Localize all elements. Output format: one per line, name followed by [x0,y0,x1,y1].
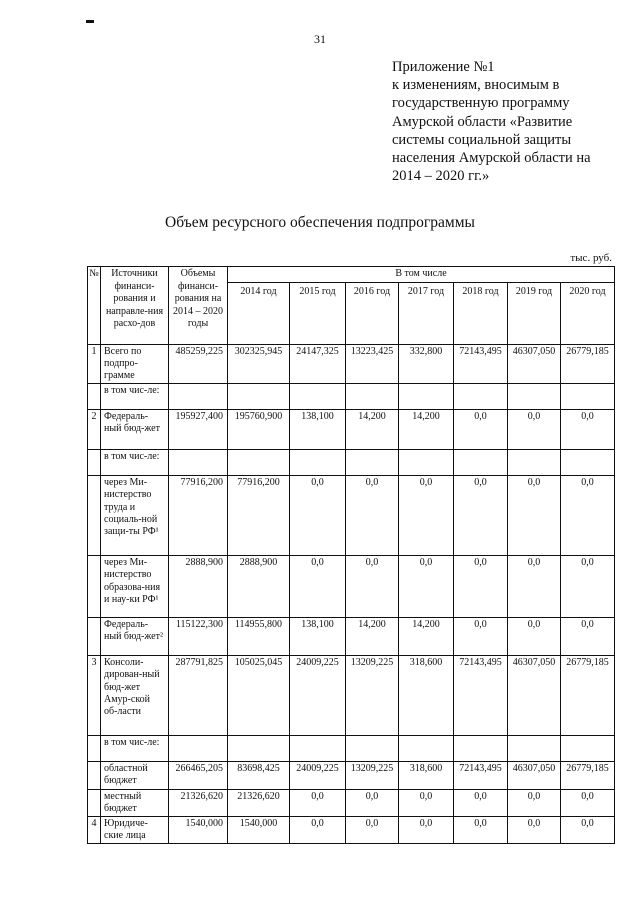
row-year-value: 318,600 [399,656,454,736]
row-number [88,476,101,556]
row-year-value: 0,0 [454,789,508,816]
row-year-value: 0,0 [561,816,615,843]
row-year-value: 0,0 [399,789,454,816]
row-year-value: 114955,800 [228,618,290,656]
row-year-value: 0,0 [346,789,399,816]
header-year: 2017 год [399,282,454,344]
row-total [169,736,228,762]
table-row [88,476,615,556]
header-source: Источники финанси-рования и направле-ния расхо-дов [101,267,169,345]
row-total: 77916,200 [169,476,228,556]
row-year-value: 14,200 [346,410,399,450]
row-number: 1 [88,344,101,384]
row-year-value [454,736,508,762]
row-total: 21326,620 [169,789,228,816]
row-year-value: 0,0 [346,556,399,618]
row-total: 1540,000 [169,816,228,843]
row-label: местный бюджет [101,789,169,816]
row-year-value: 14,200 [399,618,454,656]
row-year-value: 14,200 [399,410,454,450]
row-year-value: 0,0 [561,410,615,450]
appendix-line: системы социальной защиты [392,131,572,148]
appendix-line: населения Амурской области на [392,150,591,167]
row-year-value: 13209,225 [346,656,399,736]
row-year-value [346,736,399,762]
scan-mark [86,20,94,23]
row-year-value: 1540,000 [228,816,290,843]
row-year-value: 0,0 [561,476,615,556]
row-year-value: 138,100 [290,618,346,656]
row-year-value: 318,600 [399,762,454,789]
row-number [88,789,101,816]
row-year-value: 0,0 [454,410,508,450]
row-year-value: 13209,225 [346,762,399,789]
row-year-value: 0,0 [290,816,346,843]
row-year-value: 24147,325 [290,344,346,384]
table-row [88,410,615,450]
appendix-line: 2014 – 2020 гг.» [392,168,490,185]
row-label: Федераль-ный бюд-жет² [101,618,169,656]
row-total: 287791,825 [169,656,228,736]
row-year-value: 0,0 [508,618,561,656]
row-year-value: 0,0 [508,789,561,816]
row-year-value: 0,0 [290,476,346,556]
row-year-value: 0,0 [454,556,508,618]
row-year-value: 72143,495 [454,656,508,736]
header-year: 2018 год [454,282,508,344]
row-year-value: 0,0 [508,476,561,556]
table-row [88,450,615,476]
row-year-value [399,736,454,762]
row-year-value [290,450,346,476]
row-year-value: 0,0 [346,476,399,556]
row-year-value: 0,0 [508,410,561,450]
row-total: 485259,225 [169,344,228,384]
row-label: Федераль-ный бюд-жет [101,410,169,450]
row-year-value: 26779,185 [561,656,615,736]
row-number [88,556,101,618]
row-label: Всего по подпро-грамме [101,344,169,384]
row-year-value: 46307,050 [508,762,561,789]
row-number [88,450,101,476]
row-year-value [228,384,290,410]
header-volume: Объемы финанси-рования на 2014 – 2020 годы [169,267,228,345]
resource-table [87,266,615,844]
row-year-value [561,736,615,762]
row-year-value: 0,0 [454,476,508,556]
row-label: через Ми-нистерство образова-ния и нау-ки РФ¹ [101,556,169,618]
row-number: 4 [88,816,101,843]
header-year: 2015 год [290,282,346,344]
row-year-value: 14,200 [346,618,399,656]
table-row [88,656,615,736]
row-year-value: 138,100 [290,410,346,450]
row-label: через Ми-нистерство труда и социаль-ной защи-ты РФ¹ [101,476,169,556]
row-year-value: 0,0 [454,618,508,656]
row-label: Консоли-дирован-ный бюд-жет Амур-ской об-ласти [101,656,169,736]
row-number [88,384,101,410]
row-number [88,736,101,762]
row-year-value: 0,0 [508,816,561,843]
row-year-value: 72143,495 [454,762,508,789]
row-year-value: 0,0 [399,816,454,843]
row-year-value: 26779,185 [561,762,615,789]
page-number: 31 [314,32,326,46]
table-row [88,344,615,384]
document-title: Объем ресурсного обеспечения подпрограммы [165,214,475,231]
row-year-value: 0,0 [454,816,508,843]
row-number [88,618,101,656]
appendix-line: Амурской области «Развитие [392,113,573,130]
row-total [169,384,228,410]
table-row [88,816,615,843]
row-year-value [561,450,615,476]
row-total: 115122,300 [169,618,228,656]
header-year: 2019 год [508,282,561,344]
row-total: 2888,900 [169,556,228,618]
row-year-value: 83698,425 [228,762,290,789]
table-row [88,384,615,410]
appendix-line: государственную программу [392,95,570,112]
row-number [88,762,101,789]
row-year-value: 46307,050 [508,344,561,384]
row-label: в том чис-ле: [101,736,169,762]
table-row [88,762,615,789]
row-total [169,450,228,476]
row-year-value: 0,0 [290,556,346,618]
header-year: 2016 год [346,282,399,344]
row-year-value [228,450,290,476]
row-label: Юридиче-ские лица [101,816,169,843]
row-year-value: 0,0 [561,618,615,656]
units-label: тыс. руб. [570,252,612,264]
row-year-value [346,384,399,410]
appendix-block [392,58,622,185]
row-year-value: 46307,050 [508,656,561,736]
row-year-value: 77916,200 [228,476,290,556]
row-year-value [290,736,346,762]
row-year-value: 105025,045 [228,656,290,736]
appendix-line: к изменениям, вносимым в [392,77,560,94]
row-total: 195927,400 [169,410,228,450]
row-year-value: 0,0 [399,476,454,556]
row-year-value [346,450,399,476]
row-year-value [508,450,561,476]
row-year-value [228,736,290,762]
table-row [88,556,615,618]
row-year-value: 21326,620 [228,789,290,816]
row-number: 3 [88,656,101,736]
table-row [88,789,615,816]
row-year-value [399,384,454,410]
row-year-value: 26779,185 [561,344,615,384]
header-including: В том числе [228,267,615,283]
row-year-value [399,450,454,476]
appendix-line: Приложение №1 [392,59,495,75]
table-row [88,618,615,656]
row-year-value: 13223,425 [346,344,399,384]
row-year-value: 0,0 [346,816,399,843]
row-year-value: 195760,900 [228,410,290,450]
row-year-value: 72143,495 [454,344,508,384]
row-year-value: 0,0 [561,556,615,618]
row-label: в том чис-ле: [101,384,169,410]
row-label: в том чис-ле: [101,450,169,476]
row-year-value: 24009,225 [290,762,346,789]
row-year-value: 0,0 [399,556,454,618]
row-year-value: 0,0 [508,556,561,618]
row-year-value: 302325,945 [228,344,290,384]
table-row [88,736,615,762]
row-year-value [508,736,561,762]
row-year-value: 332,800 [399,344,454,384]
row-total: 266465,205 [169,762,228,789]
row-year-value [454,450,508,476]
row-year-value [454,384,508,410]
header-year: 2014 год [228,282,290,344]
row-number: 2 [88,410,101,450]
header-num: № [88,267,101,345]
row-year-value [290,384,346,410]
row-year-value: 0,0 [561,789,615,816]
row-year-value: 2888,900 [228,556,290,618]
row-label: областной бюджет [101,762,169,789]
row-year-value: 0,0 [290,789,346,816]
row-year-value [508,384,561,410]
row-year-value: 24009,225 [290,656,346,736]
header-year: 2020 год [561,282,615,344]
row-year-value [561,384,615,410]
